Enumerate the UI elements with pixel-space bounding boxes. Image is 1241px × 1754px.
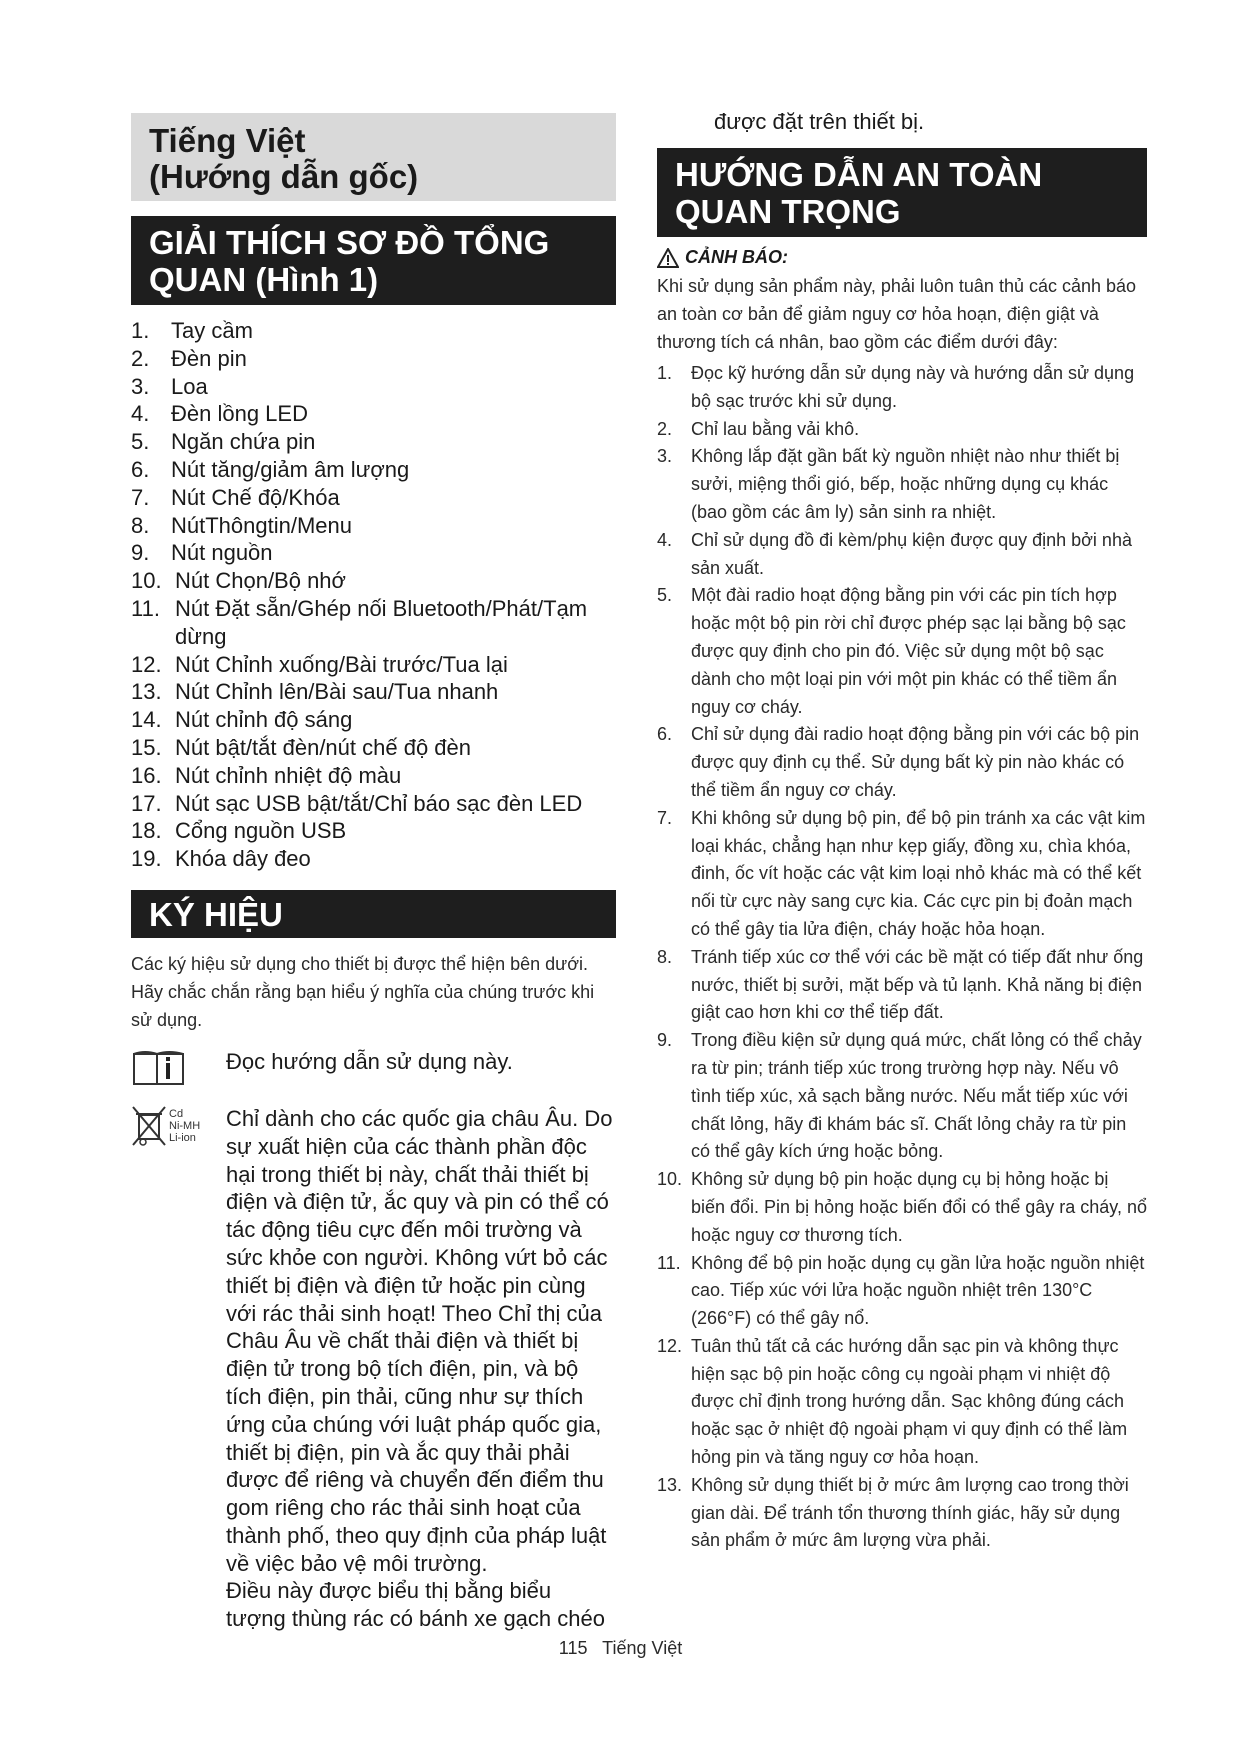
warning-intro: Khi sử dụng sản phẩm này, phải luôn tuân thủ các cảnh báo an toàn cơ bản để giảm nguy cơ hỏa hoạn, điện giật và thương tích cá nhân, bao gồm các điểm dưới đây: bbox=[657, 276, 1137, 352]
warning-item-text: Trong điều kiện sử dụng quá mức, chất lỏng có thể chảy ra từ pin; tránh tiếp xúc trong trường hợp này. Nếu vô tình tiếp xúc, xả sạch bằng nước. Nếu mắt tiếp xúc với chất lỏng, hãy đi khám bác sĩ. Chất lỏng chảy ra từ pin có thể gây kích ứng hoặc bỏng. bbox=[691, 1030, 1142, 1162]
warning-item-number: 5. bbox=[657, 585, 673, 606]
overview-item-text: Nút sạc USB bật/tắt/Chỉ báo sạc đèn LED bbox=[175, 790, 583, 816]
overview-item-text: Nút nguồn bbox=[171, 540, 273, 566]
overview-item-text: Nút Chỉnh xuống/Bài trước/Tua lại bbox=[175, 651, 508, 677]
overview-item-text: Tay cầm bbox=[171, 318, 253, 343]
overview-item bbox=[131, 428, 616, 456]
warning-item bbox=[657, 1333, 1147, 1472]
warning-item-text: Chỉ sử dụng đài radio hoạt động bằng pin với các bộ pin được quy định cụ thể. Sử dụng bất kỳ pin nào khác có thể tiềm ẩn nguy cơ cháy. bbox=[691, 724, 1140, 800]
overview-item-number: 2. bbox=[131, 345, 150, 371]
overview-item-text: Loa bbox=[171, 373, 208, 399]
overview-item bbox=[131, 706, 616, 734]
overview-item-number: 9. bbox=[131, 540, 150, 566]
overview-item-number: 19. bbox=[131, 846, 162, 872]
warning-item-number: 3. bbox=[657, 446, 673, 467]
overview-item-text: Nút chỉnh độ sáng bbox=[175, 707, 353, 733]
language-subtitle: (Hướng dẫn gốc) bbox=[149, 158, 419, 195]
overview-item-number: 3. bbox=[131, 373, 150, 399]
warning-item-number: 8. bbox=[657, 946, 673, 967]
overview-list bbox=[131, 317, 616, 873]
warning-item bbox=[657, 1166, 1147, 1249]
overview-item bbox=[131, 845, 616, 873]
weee-label-nimh: Ni-MH bbox=[169, 1119, 201, 1132]
warning-item-number: 7. bbox=[657, 807, 673, 828]
warning-label bbox=[657, 247, 1147, 268]
symbol-manual-row bbox=[131, 1048, 616, 1093]
warning-item bbox=[657, 1027, 1147, 1166]
warning-item bbox=[657, 1250, 1147, 1333]
crossed-bin-icon bbox=[131, 1105, 226, 1633]
overview-item-text: Nút Đặt sẵn/Ghép nối Bluetooth/Phát/Tạm dừng bbox=[175, 595, 588, 649]
overview-item-text: Ngăn chứa pin bbox=[171, 429, 316, 455]
overview-item-number: 8. bbox=[131, 512, 150, 538]
read-manual-icon bbox=[131, 1048, 226, 1093]
overview-item bbox=[131, 373, 616, 401]
overview-item-text: Cổng nguồn USB bbox=[175, 818, 347, 844]
weee-paragraph: Chỉ dành cho các quốc gia châu Âu. Do sự xuất hiện của các thành phần độc hại trong thiết bị này, chất thải thiết bị điện và điện tử, ắc quy và pin có thể có tác động tiêu cực đến môi trường và sức khỏe con người. Không vứt bỏ các thiết bị điện và điện tử hoặc pin cùng với rác thải sinh hoạt! Theo Chỉ thị của Châu Âu về chất thải điện và thiết bị điện tử trong bộ tích điện, pin, và bộ tích điện, pin thải, cũng như sự thích ứng của chúng với luật pháp quốc gia, thiết bị điện, pin và ắc quy thải phải được để riêng và chuyển đến điểm thu gom riêng cho rác thải sinh hoạt của thành phố, theo quy định của pháp luật về việc bảo vệ môi trường. bbox=[226, 1105, 613, 1576]
warning-item-number: 6. bbox=[657, 724, 673, 745]
warning-item-text: Tuân thủ tất cả các hướng dẫn sạc pin và không thực hiện sạc bộ pin hoặc công cụ ngoài phạm vi nhiệt độ được chỉ định trong hướng dẫn. Sạc không đúng cách hoặc sạc ở nhiệt độ ngoài phạm vi quy định có thể làm hỏng pin và tăng nguy cơ hỏa hoạn. bbox=[691, 1335, 1128, 1468]
symbols-heading: KÝ HIỆU bbox=[131, 890, 616, 938]
warning-text: CẢNH BÁO: bbox=[685, 247, 788, 267]
overview-item-text: Nút Chỉnh lên/Bài sau/Tua nhanh bbox=[175, 679, 499, 705]
warning-item-text: Chỉ sử dụng đồ đi kèm/phụ kiện được quy định bởi nhà sản xuất. bbox=[691, 529, 1132, 578]
warning-item-text: Không sử dụng thiết bị ở mức âm lượng cao trong thời gian dài. Để tránh tổn thương thính giác, hãy sử dụng sản phẩm ở mức âm lượng vừa phải. bbox=[691, 1474, 1129, 1551]
warning-item bbox=[657, 944, 1147, 1027]
warning-item bbox=[657, 527, 1147, 583]
overview-item-text: Nút tăng/giảm âm lượng bbox=[171, 456, 410, 482]
warning-item-text: Chỉ lau bằng vải khô. bbox=[691, 418, 860, 439]
overview-item bbox=[131, 790, 616, 818]
symbol-manual-text: Đọc hướng dẫn sử dụng này. bbox=[226, 1048, 513, 1074]
warning-item-number: 13. bbox=[657, 1474, 683, 1495]
left-column bbox=[131, 113, 616, 1633]
symbols-intro: Các ký hiệu sử dụng cho thiết bị được thể hiện bên dưới. Hãy chắc chắn rằng bạn hiểu ý nghĩa của chúng trước khi sử dụng. bbox=[131, 953, 595, 1030]
warning-item bbox=[657, 360, 1147, 416]
weee-label-cd: Cd bbox=[169, 1107, 184, 1120]
overview-item-number: 1. bbox=[131, 318, 150, 343]
warning-item-text: Đọc kỹ hướng dẫn sử dụng này và hướng dẫn sử dụng bộ sạc trước khi sử dụng. bbox=[691, 363, 1135, 411]
overview-item bbox=[131, 345, 616, 373]
page-footer bbox=[0, 1638, 1241, 1659]
safety-heading: HƯỚNG DẪN AN TOÀN QUAN TRỌNG bbox=[657, 148, 1147, 237]
overview-item-text: Đèn pin bbox=[171, 345, 247, 371]
overview-item bbox=[131, 595, 616, 651]
overview-item-number: 15. bbox=[131, 734, 162, 760]
warning-item-number: 12. bbox=[657, 1335, 683, 1356]
warning-item bbox=[657, 443, 1147, 526]
warning-item bbox=[657, 416, 1147, 444]
right-column bbox=[657, 108, 1147, 1555]
warning-item-text: Một đài radio hoạt động bằng pin với các pin tích hợp hoặc một bộ pin rời chỉ được phép sạc lại bằng bộ sạc được quy định cho pin đó. Việc sử dụng một bộ sạc dành cho một loại pin với một pin khác có thể tiềm ẩn nguy cơ cháy. bbox=[691, 585, 1126, 717]
overview-item-number: 18. bbox=[131, 818, 162, 844]
overview-heading: GIẢI THÍCH SƠ ĐỒ TỔNG QUAN (Hình 1) bbox=[131, 216, 616, 305]
overview-item-number: 12. bbox=[131, 651, 162, 677]
warning-item bbox=[657, 721, 1147, 804]
overview-item bbox=[131, 456, 616, 484]
overview-item bbox=[131, 484, 616, 512]
page-number: 115 bbox=[558, 1638, 588, 1658]
warning-item-text: Không để bộ pin hoặc dụng cụ gần lửa hoặc nguồn nhiệt cao. Tiếp xúc với lửa hoặc nguồn nhiệt trên 130°C (266°F) có thể gây nổ. bbox=[691, 1252, 1145, 1329]
overview-item bbox=[131, 400, 616, 428]
overview-item-number: 5. bbox=[131, 429, 150, 455]
overview-item-number: 7. bbox=[131, 484, 150, 510]
overview-item-number: 13. bbox=[131, 679, 162, 705]
warning-item-text: Tránh tiếp xúc cơ thể với các bề mặt có tiếp đất như ống nước, thiết bị sưởi, mặt bếp và tủ lạnh. Khả năng bị điện giật cao hơn khi cơ thể tiếp đất. bbox=[691, 946, 1144, 1023]
weee-label-liion: Li-ion bbox=[169, 1131, 196, 1144]
overview-item-text: Đèn lồng LED bbox=[171, 401, 308, 427]
footer-language: Tiếng Việt bbox=[602, 1638, 683, 1658]
overview-item bbox=[131, 512, 616, 540]
overview-item-text: NútThôngtin/Menu bbox=[171, 512, 352, 538]
warning-item-number: 10. bbox=[657, 1169, 683, 1190]
warning-item-number: 2. bbox=[657, 418, 673, 439]
overview-item bbox=[131, 651, 616, 679]
warning-item-number: 1. bbox=[657, 363, 673, 383]
symbol-weee-row bbox=[131, 1105, 616, 1633]
overview-item-text: Nút bật/tắt đèn/nút chế độ đèn bbox=[175, 734, 472, 760]
weee-continuation: được đặt trên thiết bị. bbox=[714, 109, 925, 134]
overview-item-number: 14. bbox=[131, 707, 162, 733]
overview-item bbox=[131, 317, 616, 345]
symbol-weee-text bbox=[226, 1105, 616, 1633]
overview-item-number: 10. bbox=[131, 568, 162, 594]
language-title: Tiếng Việt bbox=[149, 122, 306, 159]
weee-paragraph-2: Điều này được biểu thị bằng biểu tượng thùng rác có bánh xe gạch chéo bbox=[226, 1578, 605, 1632]
overview-item-number: 17. bbox=[131, 790, 162, 816]
warning-item-number: 4. bbox=[657, 529, 673, 550]
warnings-list bbox=[657, 360, 1147, 1555]
warning-triangle-icon bbox=[657, 248, 679, 268]
language-header bbox=[131, 113, 616, 201]
overview-item bbox=[131, 539, 616, 567]
warning-item bbox=[657, 582, 1147, 721]
overview-item-number: 16. bbox=[131, 762, 162, 788]
overview-item bbox=[131, 734, 616, 762]
overview-item bbox=[131, 567, 616, 595]
warning-item-number: 9. bbox=[657, 1030, 673, 1051]
overview-item-text: Nút Chế độ/Khóa bbox=[171, 484, 340, 510]
overview-item-text: Nút chỉnh nhiệt độ màu bbox=[175, 762, 402, 788]
overview-item-text: Khóa dây đeo bbox=[175, 846, 311, 872]
overview-item bbox=[131, 817, 616, 845]
warning-item bbox=[657, 1472, 1147, 1555]
warning-item-number: 11. bbox=[657, 1252, 681, 1273]
overview-item bbox=[131, 678, 616, 706]
overview-item-text: Nút Chọn/Bộ nhớ bbox=[175, 568, 346, 594]
overview-item-number: 4. bbox=[131, 401, 150, 427]
warning-item-text: Không lắp đặt gần bất kỳ nguồn nhiệt nào như thiết bị sưởi, miệng thổi gió, bếp, hoặc những dụng cụ khác (bao gồm các âm ly) sản sinh ra nhiệt. bbox=[691, 446, 1120, 522]
overview-item-number: 6. bbox=[131, 456, 150, 482]
warning-item bbox=[657, 805, 1147, 944]
warning-item-text: Khi không sử dụng bộ pin, để bộ pin tránh xa các vật kim loại khác, chẳng hạn như kẹp giấy, đồng xu, chìa khóa, đinh, ốc vít hoặc các vật kim loại nhỏ khác mà có thể kết nối từ cực này sang cực kia. Các cực pin bị đoản mạch có thể gây tia lửa điện, cháy hoặc hỏa hoạn. bbox=[691, 807, 1146, 939]
warning-item-text: Không sử dụng bộ pin hoặc dụng cụ bị hỏng hoặc bị biến đổi. Pin bị hỏng hoặc biến đổi có thể gây ra cháy, nổ hoặc nguy cơ thương tích. bbox=[691, 1169, 1147, 1245]
overview-item bbox=[131, 762, 616, 790]
overview-item-number: 11. bbox=[131, 595, 160, 621]
